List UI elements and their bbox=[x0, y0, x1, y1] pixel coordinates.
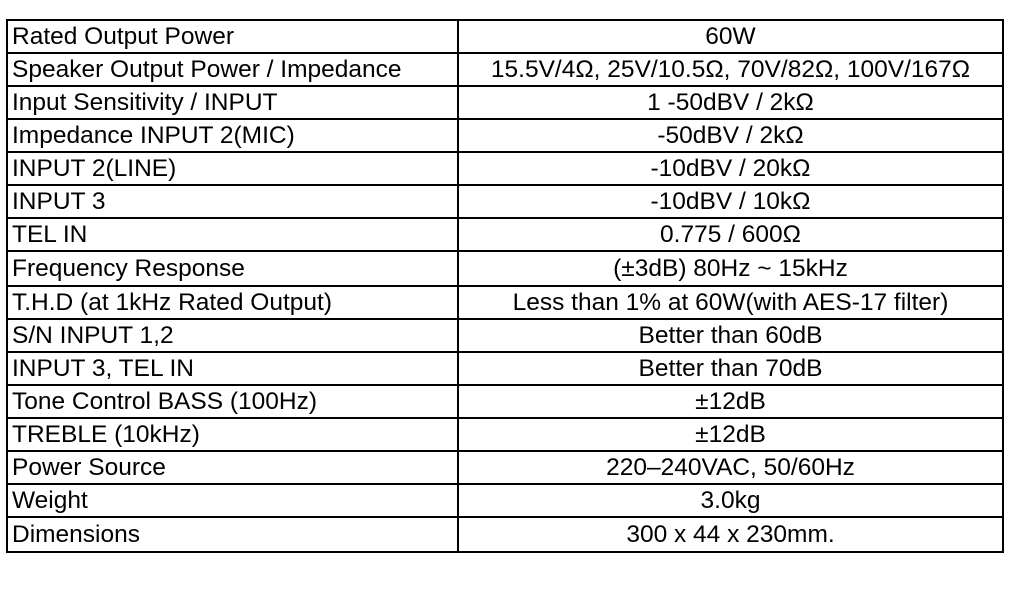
spec-value: Better than 70dB bbox=[458, 352, 1003, 385]
table-row bbox=[7, 86, 1003, 119]
table-row bbox=[7, 385, 1003, 418]
spec-value: -10dBV / 20kΩ bbox=[458, 152, 1003, 185]
spec-label: T.H.D (at 1kHz Rated Output) bbox=[7, 286, 458, 319]
spec-value: -10dBV / 10kΩ bbox=[458, 185, 1003, 218]
table-row bbox=[7, 185, 1003, 218]
spec-value: -50dBV / 2kΩ bbox=[458, 119, 1003, 152]
spec-label: TEL IN bbox=[7, 218, 458, 251]
table-row bbox=[7, 451, 1003, 484]
table-row bbox=[7, 218, 1003, 251]
spec-label: INPUT 3, TEL IN bbox=[7, 352, 458, 385]
spec-label: INPUT 2(LINE) bbox=[7, 152, 458, 185]
table-row bbox=[7, 484, 1003, 517]
spec-value: Better than 60dB bbox=[458, 319, 1003, 352]
spec-value: ±12dB bbox=[458, 385, 1003, 418]
spec-label: Frequency Response bbox=[7, 251, 458, 286]
table-row bbox=[7, 418, 1003, 451]
spec-value: ±12dB bbox=[458, 418, 1003, 451]
table-row bbox=[7, 517, 1003, 552]
spec-value: 0.775 / 600Ω bbox=[458, 218, 1003, 251]
table-row bbox=[7, 152, 1003, 185]
spec-label: TREBLE (10kHz) bbox=[7, 418, 458, 451]
spec-label: Rated Output Power bbox=[7, 20, 458, 53]
table-row bbox=[7, 352, 1003, 385]
table-row bbox=[7, 319, 1003, 352]
spec-label: S/N INPUT 1,2 bbox=[7, 319, 458, 352]
spec-label: Input Sensitivity / INPUT bbox=[7, 86, 458, 119]
spec-label: Power Source bbox=[7, 451, 458, 484]
table-row bbox=[7, 251, 1003, 286]
spec-value: (±3dB) 80Hz ~ 15kHz bbox=[458, 251, 1003, 286]
spec-value: 1 -50dBV / 2kΩ bbox=[458, 86, 1003, 119]
spec-label: Speaker Output Power / Impedance bbox=[7, 53, 458, 86]
spec-value: Less than 1% at 60W(with AES-17 filter) bbox=[458, 286, 1003, 319]
spec-label: INPUT 3 bbox=[7, 185, 458, 218]
spec-value: 220–240VAC, 50/60Hz bbox=[458, 451, 1003, 484]
specifications-table bbox=[6, 19, 1004, 553]
spec-value: 15.5V/4Ω, 25V/10.5Ω, 70V/82Ω, 100V/167Ω bbox=[458, 53, 1003, 86]
table-row bbox=[7, 53, 1003, 86]
spec-value: 300 x 44 x 230mm. bbox=[458, 517, 1003, 552]
spec-value: 60W bbox=[458, 20, 1003, 53]
spec-label: Weight bbox=[7, 484, 458, 517]
spec-label: Tone Control BASS (100Hz) bbox=[7, 385, 458, 418]
table-row bbox=[7, 20, 1003, 53]
table-row bbox=[7, 119, 1003, 152]
table-row bbox=[7, 286, 1003, 319]
spec-label: Dimensions bbox=[7, 517, 458, 552]
spec-value: 3.0kg bbox=[458, 484, 1003, 517]
spec-label: Impedance INPUT 2(MIC) bbox=[7, 119, 458, 152]
